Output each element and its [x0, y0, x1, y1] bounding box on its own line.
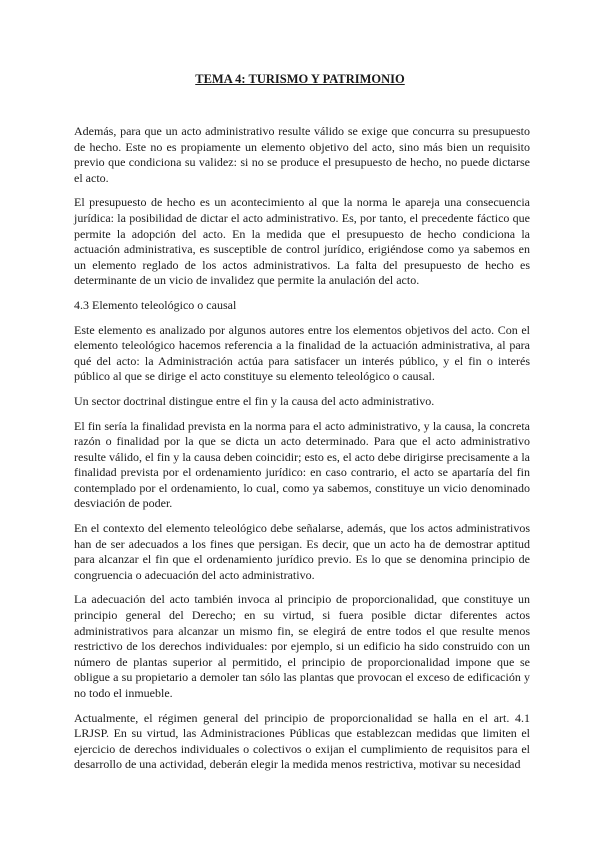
paragraph-proporcionalidad: La adecuación del acto también invoca al principio de proporcionalidad, que constituye un principio general del Derecho; en su virtud, si fuera posible dictar diferentes actos administrativos para alcanzar un mismo fin, se elegirá de entre todos el que resulte menos restrictivo de los derechos individuales: por ejemplo, si un edificio ha sido construido con un número de plantas superior al permitido, el principio de proporcionalidad impone que se obligue a su propietario a demoler tan sólo las plantas que provocan el exceso de edificación y no todo el inmueble. [74, 592, 530, 700]
section-heading-elemento-teleologico: 4.3 Elemento teleológico o causal [74, 297, 237, 312]
paragraph-presupuesto-definicion: El presupuesto de hecho es un acontecimiento al que la norma le apareja una consecuencia jurídica: la posibilidad de dictar el acto administrativo. Es, por tanto, el precedente fáctico que permite la adopción del acto. En la medida que el presupuesto de hecho condiciona la actuación administrativa, es susceptible de control jurídico, erigiéndose como ya sabemos en un elemento reglado de los actos administrativos. La falta del presupuesto de hecho es determinante de un vicio de invalidez que permite la anulación del acto. [74, 195, 530, 288]
paragraph-lrjsp: Actualmente, el régimen general del principio de proporcionalidad se halla en el art. 4.1 LRJSP. En su virtud, las Administraciones Públicas que establezcan medidas que limiten el ejercicio de derechos individuales o colectivos o exijan el cumplimiento de requisitos para el desarrollo de una actividad, deberán elegir la medida menos restrictiva, motivar su necesidad [74, 710, 530, 772]
paragraph-presupuesto-intro: Además, para que un acto administrativo resulte válido se exige que concurra su presupuesto de hecho. Este no es propiamente un elemento objetivo del acto, sino más bien un requisito previo que condiciona su validez: si no se produce el presupuesto de hecho, no puede dictarse el acto. [74, 124, 530, 185]
paragraph-desviacion-poder: El fin sería la finalidad prevista en la norma para el acto administrativo, y la causa, la concreta razón o finalidad por la que se dicta un acto determinado. Para que el acto administrativo resulte válido, el fin y la causa deben coincidir; esto es, el acto debe dirigirse precisamente a la finalidad prevista por el ordenamiento jurídico: en caso contrario, el acto se apartaría del fin contemplado por el ordenamiento, lo cual, como ya sabemos, constituye un vicio denominado desviación de poder. [74, 418, 530, 511]
paragraph-teleologico-intro: Este elemento es analizado por algunos autores entre los elementos objetivos del acto. Con el elemento teleológico hacemos referencia a la finalidad de la actuación administrativa, al para qué del acto: la Administración actúa para satisfacer un interés público, y el fin o interés público al que se dirige el acto constituye su elemento teleológico o causal. [74, 322, 530, 384]
paragraph-congruencia: En el contexto del elemento teleológico debe señalarse, además, que los actos administrativos han de ser adecuados a los fines que persigan. Es decir, que un acto ha de demostrar aptitud para alcanzar el fin que el ordenamiento jurídico previo. Es lo que se denomina principio de congruencia o adecuación del acto administrativo. [74, 521, 530, 582]
document-body [74, 124, 530, 782]
paragraph-fin-causa: Un sector doctrinal distingue entre el fin y la causa del acto administrativo. [74, 393, 435, 408]
page-title: TEMA 4: TURISMO Y PATRIMONIO [195, 72, 405, 86]
